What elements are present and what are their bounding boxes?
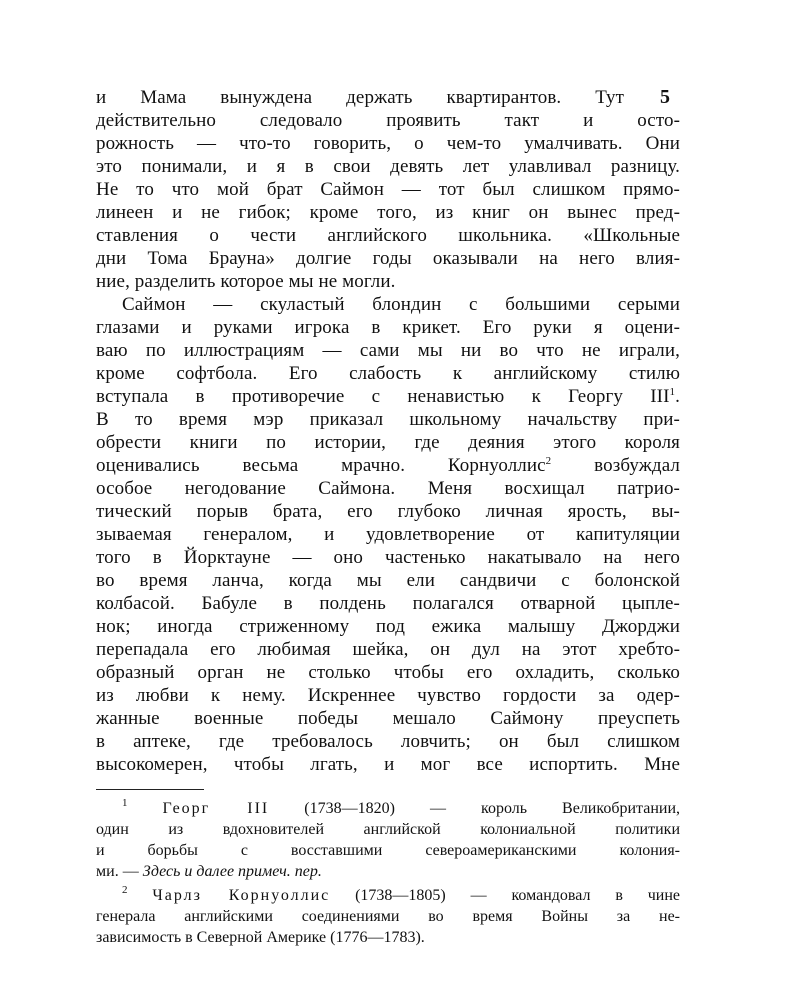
translator-note: Здесь и далее примеч. пер. — [142, 863, 322, 880]
book-page — [96, 86, 680, 948]
footnote-line — [96, 861, 680, 882]
text-line: во время ланча, когда мы ели сандвичи с болонской — [96, 570, 680, 591]
footnote-separator — [96, 789, 204, 790]
page-number: 5 — [660, 86, 670, 108]
text-line: из любви к нему. Искреннее чувство гордости за одер- — [96, 685, 680, 706]
main-text — [96, 86, 680, 776]
text-line: ваю по иллюстрациям — сами мы ни во что не играли, — [96, 340, 680, 361]
text-line: образный орган не столько чтобы его охладить, сколько — [96, 662, 680, 683]
text-line: тический порыв брата, его глубоко личная ярость, вы- — [96, 501, 680, 522]
text-line: колбасой. Бабуле в полдень полагался отварной цыпле- — [96, 593, 680, 614]
text-line: глазами и руками игрока в крикет. Его руки я оцени- — [96, 317, 680, 338]
text-line: рожность — что-то говорить, о чем-то умалчивать. Они — [96, 133, 680, 154]
footnote-2 — [96, 885, 680, 906]
text-line: В то время мэр приказал школьному начальству при- — [96, 409, 680, 430]
footnote-line: зависимость в Северной Америке (1776—1783). — [96, 929, 425, 946]
footnote-text: (1738—1805) — командовал в чине — [330, 887, 680, 904]
text-fragment: оценивались весьма мрачно. Корнуоллис — [96, 455, 546, 476]
text-line: того в Йорктауне — оно частенько накатывало на него — [96, 547, 680, 568]
footnote-line: генерала английскими соединениями во время Войны за не- — [96, 908, 680, 925]
text-fragment: . — [675, 386, 680, 407]
footnote-number: 2 — [122, 884, 128, 896]
text-line: зываемая генералом, и удовлетворение от капитуляции — [96, 524, 680, 545]
footnote-name: Чарлз Корнуоллис — [152, 887, 331, 904]
footnote-line: и борьбы с восставшими североамериканскими колония- — [96, 842, 680, 859]
text-line: действительно следовало проявить такт и осто- — [96, 110, 680, 131]
text-line: и Мама вынуждена держать квартирантов. Тут — [96, 87, 624, 108]
footnotes — [96, 798, 680, 948]
footnote-marker: 1 — [669, 386, 676, 398]
footnote-1 — [96, 798, 680, 819]
text-line: нок; иногда стриженному под ежика малышу Джорджи — [96, 616, 680, 637]
footnote-number: 1 — [122, 797, 128, 809]
footnote-text: (1738—1820) — король Великобритании, — [269, 800, 681, 817]
text-fragment: вступала в противоречие с ненавистью к Георгу III — [96, 386, 670, 407]
text-line: Саймон — скуластый блондин с большими серыми — [122, 294, 680, 315]
footnote-line: один из вдохновителей английской колониальной политики — [96, 821, 680, 838]
footnote-name: Георг III — [162, 800, 270, 817]
text-line: Не то что мой брат Саймон — тот был слишком прямо- — [96, 179, 680, 200]
text-fragment: возбуждал — [551, 455, 680, 476]
text-line: дни Тома Брауна» долгие годы оказывали на него влия- — [96, 248, 680, 269]
text-line: особое негодование Саймона. Меня восхищал патрио- — [96, 478, 680, 499]
text-line — [96, 385, 680, 408]
text-line: кроме софтбола. Его слабость к английскому стилю — [96, 363, 680, 384]
footnote-text: ми. — — [96, 863, 143, 880]
text-line: обрести книги по истории, где деяния этого короля — [96, 432, 680, 453]
text-line: жанные военные победы мешало Саймону преуспеть — [96, 708, 680, 729]
text-line: перепадала его любимая шейка, он дул на этот хребто- — [96, 639, 680, 660]
text-line — [96, 454, 680, 477]
text-line: это понимали, и я в свои девять лет улавливал разницу. — [96, 156, 680, 177]
text-line: ние, разделить которое мы не могли. — [96, 271, 396, 292]
text-line: линеен и не гибок; кроме того, из книг он вынес пред- — [96, 202, 680, 223]
text-line: в аптеке, где требовалось ловчить; он был слишком — [96, 731, 680, 752]
text-line: ставления о чести английского школьника. «Школьные — [96, 225, 680, 246]
footnote-marker: 2 — [545, 455, 552, 467]
text-line: высокомерен, чтобы лгать, и мог все испортить. Мне — [96, 754, 680, 775]
